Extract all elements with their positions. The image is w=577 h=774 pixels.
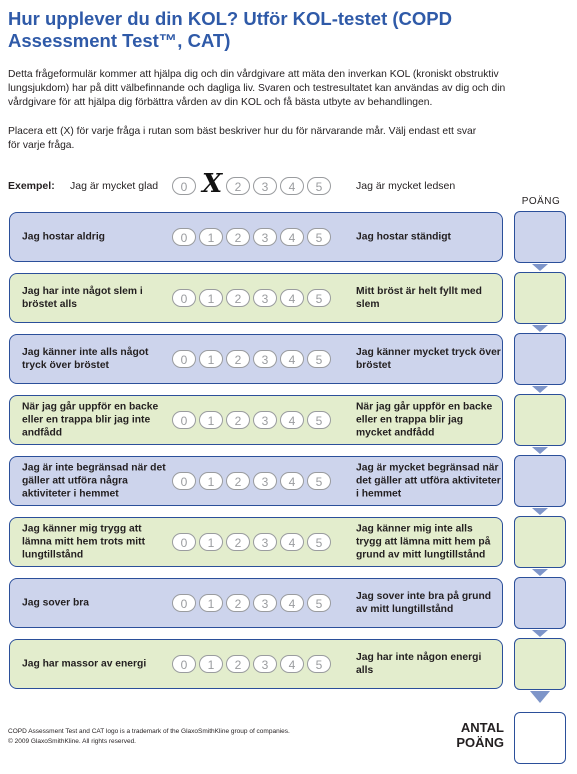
question-row <box>9 639 503 689</box>
answer-scale <box>172 411 331 429</box>
example-scale-option <box>199 169 223 199</box>
scale-option-2[interactable]: 2 <box>226 228 250 246</box>
scale-option-2[interactable]: 2 <box>226 289 250 307</box>
title-line-2: Assessment Test™, CAT) <box>8 30 231 51</box>
example-scale-option: 3 <box>253 177 277 195</box>
question-left-text: Jag har inte något slem i bröstet alls <box>22 286 143 310</box>
title-line-1: Hur upplever du din KOL? Utför KOL-testet (COPD <box>8 8 452 29</box>
scale-option-4[interactable]: 4 <box>280 350 304 368</box>
intro-line: vårdgivare för att hjälpa dig förbättra vården av din KOL och få bästa utbyte av behandlingen. <box>8 97 433 108</box>
question-row <box>9 273 503 323</box>
question-row <box>9 212 503 262</box>
question-row <box>9 517 503 567</box>
example-scale-option: 4 <box>280 177 304 195</box>
scale-option-4[interactable]: 4 <box>280 289 304 307</box>
question-row <box>9 578 503 628</box>
scale-option-5[interactable]: 5 <box>307 350 331 368</box>
scale-option-5[interactable]: 5 <box>307 411 331 429</box>
scale-option-1[interactable]: 1 <box>199 594 223 612</box>
score-box[interactable] <box>514 211 566 263</box>
instruction-line: Placera ett (X) för varje fråga i rutan som bäst beskriver hur du för närvarande mår. Välj endast ett svar <box>8 126 477 137</box>
scale-option-3[interactable]: 3 <box>253 472 277 490</box>
score-column-header: POÄNG <box>521 196 561 207</box>
example-right-text: Jag är mycket ledsen <box>356 180 456 192</box>
total-label-line-2: POÄNG <box>456 735 504 750</box>
answer-scale <box>172 533 331 551</box>
score-box[interactable] <box>514 272 566 324</box>
example-scale-option: 2 <box>226 177 250 195</box>
scale-option-0[interactable]: 0 <box>172 655 196 673</box>
score-box[interactable] <box>514 455 566 507</box>
scale-option-0[interactable]: 0 <box>172 594 196 612</box>
scale-option-0[interactable]: 0 <box>172 350 196 368</box>
scale-option-5[interactable]: 5 <box>307 472 331 490</box>
question-left-text: Jag är inte begränsad när det gäller att utföra några aktiviteter i hemmet <box>22 462 166 500</box>
scale-option-3[interactable]: 3 <box>253 655 277 673</box>
question-left-text: När jag går uppför en backe eller en trappa blir jag inte andfådd <box>22 401 159 439</box>
footer-copyright: © 2009 GlaxoSmithKline. All rights reserved. <box>8 738 136 745</box>
scale-option-2[interactable]: 2 <box>226 655 250 673</box>
scale-option-4[interactable]: 4 <box>280 594 304 612</box>
answer-scale <box>172 350 331 368</box>
question-right-text: När jag går uppför en backe eller en trappa blir jag mycket andfådd <box>356 401 493 439</box>
scale-option-3[interactable]: 3 <box>253 594 277 612</box>
question-left-text: Jag har massor av energi <box>22 658 147 670</box>
example-scale-option: 5 <box>307 177 331 195</box>
instruction-paragraph <box>8 125 568 153</box>
scale-option-4[interactable]: 4 <box>280 472 304 490</box>
down-arrow-icon <box>532 264 548 271</box>
scale-option-0[interactable]: 0 <box>172 228 196 246</box>
scale-option-3[interactable]: 3 <box>253 289 277 307</box>
answer-scale <box>172 289 331 307</box>
scale-option-3[interactable]: 3 <box>253 228 277 246</box>
question-right-text: Mitt bröst är helt fyllt med slem <box>356 286 482 310</box>
question-right-text: Jag hostar ständigt <box>356 231 451 243</box>
intro-line: Detta frågeformulär kommer att hjälpa dig och din vårdgivare att mäta den inverkan KOL (kroniskt obstruktiv <box>8 69 499 80</box>
scale-option-3[interactable]: 3 <box>253 350 277 368</box>
down-arrow-icon <box>532 508 548 515</box>
down-arrow-icon <box>532 569 548 576</box>
question-left-text: Jag sover bra <box>22 597 89 609</box>
scale-option-1[interactable]: 1 <box>199 533 223 551</box>
down-arrow-icon <box>532 386 548 393</box>
score-box[interactable] <box>514 638 566 690</box>
question-left-text: Jag hostar aldrig <box>22 231 105 243</box>
question-row <box>9 334 503 384</box>
question-right-text: Jag känner mig inte alls trygg att lämna mitt hem på grund av mitt lungtillstånd <box>356 523 491 561</box>
scale-option-5[interactable]: 5 <box>307 533 331 551</box>
intro-line: lungsjukdom) har på ditt välbefinnande och dagliga liv. Svaren och testresultatet kan användas av dig och din <box>8 83 506 94</box>
scale-option-4[interactable]: 4 <box>280 655 304 673</box>
score-box[interactable] <box>514 333 566 385</box>
example-row <box>8 169 508 199</box>
scale-option-2[interactable]: 2 <box>226 411 250 429</box>
scale-option-5[interactable]: 5 <box>307 655 331 673</box>
down-arrow-icon <box>532 630 548 637</box>
scale-option-0[interactable]: 0 <box>172 533 196 551</box>
scale-option-4[interactable]: 4 <box>280 228 304 246</box>
question-left-text: Jag känner inte alls något tryck över bröstet <box>22 347 149 371</box>
scale-option-0[interactable]: 0 <box>172 289 196 307</box>
score-box[interactable] <box>514 394 566 446</box>
scale-option-0[interactable]: 0 <box>172 411 196 429</box>
down-arrow-icon <box>532 325 548 332</box>
footer <box>8 727 408 747</box>
scale-option-1[interactable]: 1 <box>199 411 223 429</box>
total-score-box[interactable] <box>514 712 566 764</box>
answer-scale <box>172 594 331 612</box>
example-scale-option: 0 <box>172 177 196 195</box>
scale-option-5[interactable]: 5 <box>307 228 331 246</box>
total-label-line-1: ANTAL <box>460 720 504 735</box>
scale-option-5[interactable]: 5 <box>307 289 331 307</box>
question-right-text: Jag känner mycket tryck över bröstet <box>356 347 501 371</box>
example-label: Exempel: <box>8 180 55 192</box>
scale-option-1[interactable]: 1 <box>199 655 223 673</box>
question-right-text: Jag är mycket begränsad när det gäller att utföra aktiviteter i hemmet <box>356 462 501 500</box>
page-title <box>8 8 568 52</box>
total-label <box>436 720 504 750</box>
question-row <box>9 395 503 445</box>
answer-scale <box>172 472 331 490</box>
x-mark-icon: X <box>202 169 223 199</box>
question-row <box>9 456 503 506</box>
total-arrow-icon <box>530 691 550 703</box>
footer-trademark: COPD Assessment Test and CAT logo is a trademark of the GlaxoSmithKline group of companies. <box>8 728 290 735</box>
scale-option-0[interactable]: 0 <box>172 472 196 490</box>
scale-option-2[interactable]: 2 <box>226 350 250 368</box>
scale-option-1[interactable]: 1 <box>199 228 223 246</box>
question-right-text: Jag sover inte bra på grund av mitt lungtillstånd <box>356 591 492 615</box>
example-left-text: Jag är mycket glad <box>70 180 159 192</box>
scale-option-1[interactable]: 1 <box>199 350 223 368</box>
scale-option-4[interactable]: 4 <box>280 411 304 429</box>
answer-scale <box>172 655 331 673</box>
scale-option-1[interactable]: 1 <box>199 472 223 490</box>
down-arrow-icon <box>532 447 548 454</box>
scale-option-2[interactable]: 2 <box>226 472 250 490</box>
intro-paragraph <box>8 68 568 110</box>
question-left-text: Jag känner mig trygg att lämna mitt hem trots mitt lungtillstånd <box>22 523 146 561</box>
scale-option-2[interactable]: 2 <box>226 594 250 612</box>
instruction-line: för varje fråga. <box>8 140 75 151</box>
question-right-text: Jag har inte någon energi alls <box>356 652 482 676</box>
example-scale <box>172 169 331 199</box>
score-box[interactable] <box>514 577 566 629</box>
score-box[interactable] <box>514 516 566 568</box>
scale-option-3[interactable]: 3 <box>253 533 277 551</box>
answer-scale <box>172 228 331 246</box>
scale-option-4[interactable]: 4 <box>280 533 304 551</box>
scale-option-2[interactable]: 2 <box>226 533 250 551</box>
scale-option-5[interactable]: 5 <box>307 594 331 612</box>
scale-option-1[interactable]: 1 <box>199 289 223 307</box>
scale-option-3[interactable]: 3 <box>253 411 277 429</box>
